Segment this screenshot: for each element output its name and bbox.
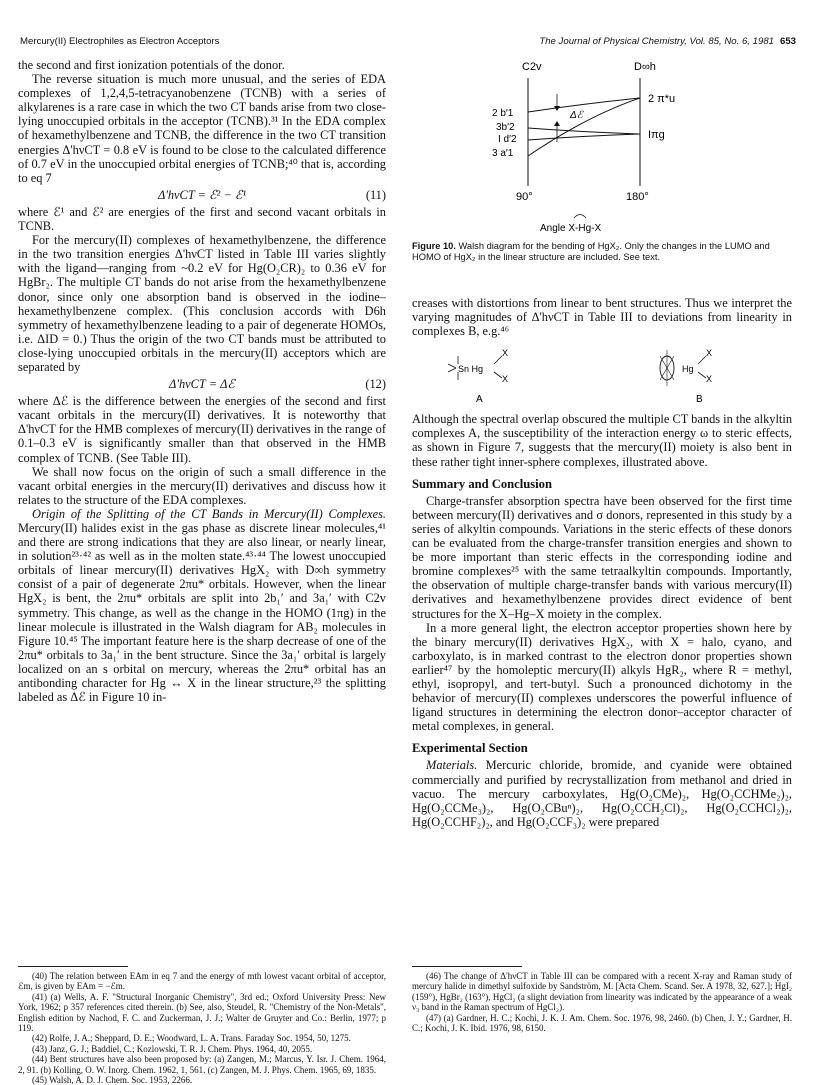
header-journal xyxy=(539,36,796,47)
paragraph-text: Mercuric chloride, bromide, and cyanide were obtained commercially and purified by recrystallization from methanol and dried in vacuo. The mercury carboxylates, Hg(O₂CMe)₂, Hg(O₂CCHMe₂)₂, Hg(O₂CCMe₃)₂, Hg(O₂CBuⁿ)₂, Hg(O₂CCH₂Cl)₂, Hg(O₂CCHCl₂)₂, Hg(O₂CCHF₂)₂, and Hg(O₂CCF₃)₂ were prepared xyxy=(412,758,792,829)
structure-b xyxy=(660,348,712,405)
footnote: (40) The relation between EAm in eq 7 and the energy of mth lowest vacant orbital of acceptor, ℰm, is given by EAm = −ℰm. xyxy=(18,971,386,992)
paragraph: where ℰ¹ and ℰ² are energies of the first and second vacant orbitals in TCNB. xyxy=(18,204,386,234)
equation-expression: Δ'hνCT = Δℰ xyxy=(169,377,235,392)
footnote: (46) The change of Δ'hνCT in Table III can be compared with a recent X-ray and Raman study of mercury halide in dimethyl sulfoxide by Sandström, M. [Acta Chem. Scand. Ser. A 1978, 32, 627.]; HgI₂ (159°), HgBr₂ (163°), HgCl₂ (a slight deviation from linearity was indicated by the appearance of a weak ν₃ band in the Raman spectrum of HgCl₂). xyxy=(412,971,792,1013)
caption-label: Figure 10. xyxy=(412,241,456,252)
walsh-diagram-figure xyxy=(412,56,792,296)
paragraph: The reverse situation is much more unusual, and the series of EDA complexes of 1,2,4,5-tetracyanobenzene (TCNB) with a series of alkylarenes is a rare case in which the two CT bands arise from two close-lying unoccupied orbitals in the acceptor (TCNB).³¹ In the EDA complex of hexamethylbenzene and TCNB, the difference in the two CT transition energies Δ'hνCT = 0.8 eV is found to be close to the calculated difference of 0.7 eV in the unoccupied orbital energies of TCNB;⁴⁰ that is, according to eq 7 xyxy=(18,72,386,185)
journal-citation: The Journal of Physical Chemistry, Vol. 85, No. 6, 1981 xyxy=(539,36,774,47)
paragraph: Although the spectral overlap obscured the multiple CT bands in the alkyltin complexes A, the susceptibility of the interaction energy ω to steric effects, as shown in Figure 7, suggests that the mercury(II) moiety is also bent in these rather tight inner-sphere complexes, illustrated above. xyxy=(412,412,793,469)
paragraph xyxy=(18,507,386,704)
caption-text: Walsh diagram for the bending of HgX₂. Only the changes in the LUMO and HOMO of HgX₂ in the linear structure are included. See text. xyxy=(412,241,770,263)
x-label: X xyxy=(706,374,713,385)
label-3b2: 3b′2 xyxy=(496,122,515,133)
paragraph xyxy=(412,758,792,828)
x-label-90: 90° xyxy=(516,191,533,203)
structure-a xyxy=(448,348,508,405)
c2v-label: C2v xyxy=(522,61,542,73)
label-2b1: 2 b′1 xyxy=(492,108,514,119)
paragraph: Charge-transfer absorption spectra have been observed for the first time between mercury(II) derivatives and σ donors, represented in this study by a series of alkyltin compounds. Variations in the steric effects of these donors can be evaluated from the charge-transfer transition energies and shown to be more important than steric effects in the corresponding iodine and bromine complexes²⁵ with the same tetraalkyltin compounds. Importantly, the observation of multiple charge-transfer bands with various mercury(II) derivatives and hexamethylbenzene provides direct evidence of bent structures for the X–Hg–X moiety in the complex. xyxy=(412,493,792,621)
footnote: (43) Janz, G. J.; Baddiel, C.; Kozlowski, T. R. J. Chem. Phys. 1964, 40, 2055. xyxy=(32,1043,313,1054)
orbital-3a1 xyxy=(528,98,640,156)
arrow-head xyxy=(554,121,560,126)
footnote: (45) Walsh, A. D. J. Chem. Soc. 1953, 2266. xyxy=(32,1075,193,1085)
label-1pi-g: Iπg xyxy=(648,129,665,141)
paragraph-text: Mercury(II) halides exist in the gas phase as discrete linear molecules,⁴¹ and there are strong indications that they are also linear, or nearly linear, in solution²³·⁴² as well as in the molten state.⁴³·⁴⁴ The lowest unoccupied orbitals of linear mercury(II) derivatives HgX₂ with D∞h symmetry consist of a pair of degenerate 2πu* orbitals. However, when the linear HgX₂ is bent, the 2πu* orbitals are split into 2b₁′ and 3a₁′ with C2v symmetry. This change, as well as the change in the HOMO (1πg) in the linear molecule is illustrated in the Walsh diagram for AB₂ molecules in Figure 10.⁴⁵ The important feature here is the sharp decrease of one of the 2πu* orbitals to 3a₁′ in the bent structure. Since the 3a₁′ orbital is largely localized on an s orbital on mercury, whereas the 2πu* orbital has an antibonding character for Hg ↔ X in the linear structure,²³ the splitting labeled as Δℰ in Figure 10 in- xyxy=(18,521,386,705)
section-heading-experimental: Experimental Section xyxy=(412,741,528,756)
x-label: X xyxy=(502,374,509,385)
orbital-1d2 xyxy=(528,134,640,140)
footnote: (44) Bent structures have also been proposed by: (a) Zangen, M.; Marcus, Y. Isr. J. Chem. 1964, 2, 91. (b) Kolling, O. W. Inorg. Chem. 1962, 1, 561. (c) Zangen, M. J. Phys. Chem. 1965, 69, 1835. xyxy=(18,1054,386,1075)
paragraph: In a more general light, the electron acceptor properties shown here by the binary mercury(II) derivatives HgX₂, with X = halo, cyano, and carboxylato, is in marked contrast to the electron donor properties shown earlier⁴⁷ by the homoleptic mercury(II) alkyls HgR₂, where R = methyl, ethyl, isopropyl, and tert-butyl. Such a pronounced dichotomy in the behavior of mercury(II) complexes underscores the powerful influence of ligand structures in determining the electron donor–acceptor character of metal complexes, in general. xyxy=(412,620,792,734)
footnote-rule xyxy=(18,966,128,967)
footnote-rule xyxy=(412,966,522,967)
walsh-diagram xyxy=(412,56,792,236)
paragraph: For the mercury(II) complexes of hexamethylbenzene, the difference in the two transition energies Δ'hνCT listed in Table III varies slightly with the ligand—ranging from ~0.2 eV for Hg(O₂CR)₂ to 0.36 eV for HgBr₂. The multiple CT bands do not arise from the hexamethylbenzene donor, since only one absorption band is observed in the iodine–hexamethylbenzene complex. (This conclusion accords with D6h symmetry of hexamethylbenzene leading to a pair of degenerate HOMOs, i.e. ΔID = 0.) Thus the origin of the two CT bands must be attributed to close-lying unoccupied orbitals in the mercury(II) acceptors which are separated by xyxy=(18,233,386,374)
x-label: X xyxy=(706,348,713,359)
label-2pi-u: 2 π*u xyxy=(648,93,676,105)
structure-drawings xyxy=(412,342,792,408)
right-column xyxy=(412,58,792,829)
dinfh-label: D∞h xyxy=(634,61,656,73)
page-number: 653 xyxy=(779,36,796,47)
run-in-heading: Materials. xyxy=(426,758,478,773)
footnote: (47) (a) Gardner, H. C.; Kochi, J. K. J. Am. Chem. Soc. 1976, 98, 2460. (b) Chen, J. Y.; Gardner, H. C.; Kochi, J. K. Ibid. 1976, 98, 6150. xyxy=(412,1012,792,1034)
angle-arc-icon xyxy=(574,215,586,219)
header-title: Mercury(II) Electrophiles as Electron Acceptors xyxy=(20,36,220,47)
equation-11 xyxy=(18,188,386,202)
orbital-3b2 xyxy=(528,128,640,134)
footnote: (42) Rolfe, J. A.; Sheppard, D. E.; Woodward, L. A. Trans. Faraday Soc. 1954, 50, 1275. xyxy=(32,1033,351,1044)
paragraph: where Δℰ is the difference between the energies of the second and first vacant orbitals in the mercury(II) derivatives. It is noteworthy that Δ'hνCT for the HMB complexes of mercury(II) derivatives in the range of 0.1–0.3 eV is significantly smaller than that observed in the HMB complex of TCNB. (See Table III). xyxy=(18,394,386,465)
orbital-2b1 xyxy=(528,98,640,112)
left-footnotes xyxy=(18,956,386,1085)
structure-a-label: A xyxy=(476,394,483,406)
right-footnotes xyxy=(412,956,792,1033)
x-label: X xyxy=(502,348,509,359)
section-heading-summary: Summary and Conclusion xyxy=(412,476,552,491)
paragraph: We shall now focus on the origin of such a small difference in the vacant orbital energies in the mercury(II) derivatives and discuss how it relates to the structure of the EDA complexes. xyxy=(18,464,386,507)
structures-ab xyxy=(412,342,792,408)
equation-12 xyxy=(18,377,386,391)
run-in-heading: Origin of the Splitting of the CT Bands in Mercury(II) Complexes. xyxy=(32,506,386,521)
figure-caption xyxy=(412,241,792,264)
left-column xyxy=(18,58,386,704)
footnote: (41) (a) Wells, A. F. "Structural Inorganic Chemistry", 3rd ed.; Oxford University Press: New York, 1962; p 357 references cited therein. (b) See, also, Steudel, R. "Chemistry of the Non-Metals", English edition by Nachod, F. C. and Zuckerman, J. J.; Walter de Gruyter and Co.: Berlin, 1977; p 119. xyxy=(18,991,386,1034)
equation-expression: Δ'hνCT = ℰ² − ℰ¹ xyxy=(157,187,247,202)
label-3a1: 3 a′1 xyxy=(492,148,514,159)
structure-b-label: B xyxy=(696,394,703,406)
equation-number: (12) xyxy=(365,377,386,392)
hg-label: Hg xyxy=(682,364,694,375)
paragraph: the second and first ionization potentials of the donor. xyxy=(18,58,285,72)
delta-label: Δℰ xyxy=(570,110,583,121)
equation-number: (11) xyxy=(365,187,386,202)
sn-hg-label: Sn Hg xyxy=(458,364,484,375)
running-header xyxy=(20,36,796,50)
label-1d2: I d′2 xyxy=(498,134,517,145)
angle-axis-label: Angle X-Hg-X xyxy=(540,223,602,234)
x-label-180: 180° xyxy=(626,191,649,203)
paragraph: creases with distortions from linear to bent structures. Thus we interpret the varying magnitudes of Δ'hνCT in Table III to deviations from linearity in complexes B, e.g.⁴⁶ xyxy=(412,296,792,339)
